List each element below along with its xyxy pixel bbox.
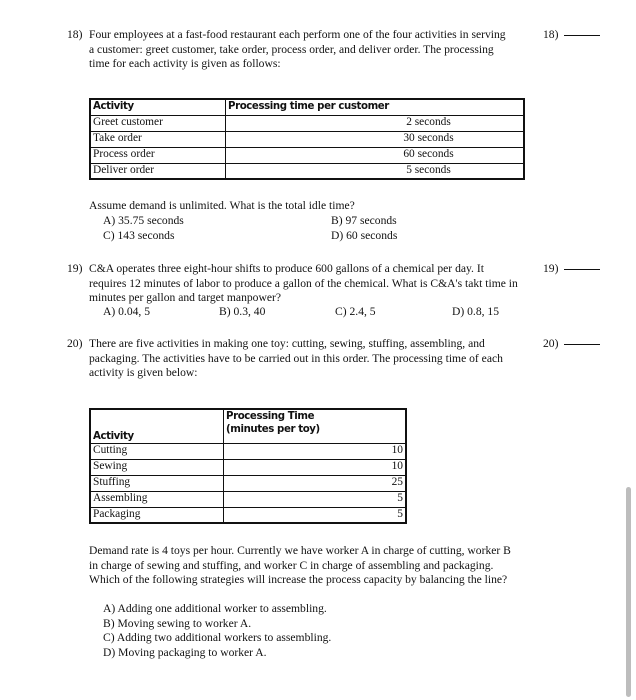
q18-option-c[interactable]: C) 143 seconds [103, 229, 175, 242]
q20-answer-label: 20) [543, 337, 559, 350]
q20-col1-header: Activity [90, 409, 224, 443]
q18-row-activity: Greet customer [90, 115, 226, 131]
q19-option-a[interactable]: A) 0.04, 5 [103, 305, 151, 318]
q18-col2-header: Processing time per customer [226, 99, 525, 115]
q20-answer-blank[interactable] [543, 337, 600, 352]
q20-row-time: 10 [224, 443, 407, 459]
q20-row-activity: Packaging [90, 507, 224, 523]
q20-row-activity: Assembling [90, 491, 224, 507]
q18-row-activity: Take order [90, 131, 226, 147]
q18-option-b[interactable]: B) 97 seconds [331, 214, 397, 227]
q20-text: There are five activities in making one toy: cutting, sewing, stuffing, assembling, and packaging. The activities have to be carried out in this order. The processing time of each activity is given below: [89, 337, 503, 379]
q18-text: Four employees at a fast-food restaurant each perform one of the four activities in serving a customer: greet customer, take order, process order, and deliver order. The processing time for each activity is given as follows: [89, 28, 506, 70]
q20-row-activity: Stuffing [90, 475, 224, 491]
q19-answer-label: 19) [543, 262, 559, 275]
q20-option-c[interactable]: C) Adding two additional workers to assembling. [103, 631, 332, 644]
q18-row-time: 60 seconds [226, 147, 525, 163]
q20-table [89, 408, 407, 524]
q18-number: 18) [67, 28, 83, 41]
q19-answer-blank[interactable] [543, 262, 600, 277]
q18-row-time: 30 seconds [226, 131, 525, 147]
q20-col2-header-line1: Processing Time [226, 411, 315, 422]
q18-table [89, 98, 525, 180]
q20-row-time: 10 [224, 459, 407, 475]
q20-row-activity: Cutting [90, 443, 224, 459]
q19-option-d[interactable]: D) 0.8, 15 [452, 305, 500, 318]
q18-row-activity: Process order [90, 147, 226, 163]
q18-answer-line [564, 35, 600, 36]
q18-option-d[interactable]: D) 60 seconds [331, 229, 398, 242]
q18-answer-label: 18) [543, 28, 559, 41]
q18-col1-header: Activity [90, 99, 226, 115]
vertical-scrollbar[interactable] [626, 487, 631, 697]
q20-answer-line [564, 344, 600, 345]
q20-row-time: 5 [224, 507, 407, 523]
q19-option-c[interactable]: C) 2.4, 5 [335, 305, 376, 318]
q20-option-b[interactable]: B) Moving sewing to worker A. [103, 617, 252, 630]
q18-option-a[interactable]: A) 35.75 seconds [103, 214, 184, 227]
q18-answer-blank[interactable] [543, 28, 600, 43]
q20-col2-header-line2: (minutes per toy) [226, 424, 320, 435]
q20-row-activity: Sewing [90, 459, 224, 475]
q20-option-a[interactable]: A) Adding one additional worker to assembling. [103, 602, 327, 615]
q19-answer-line [564, 269, 600, 270]
q20-row-time: 5 [224, 491, 407, 507]
q20-prompt: Demand rate is 4 toys per hour. Currently we have worker A in charge of cutting, worker B in charge of sewing and stuffing, and worker C in charge of assembling and packaging. Which of the following strategies will increase the process capacity by balancing the line? [89, 544, 511, 586]
q19-text: C&A operates three eight-hour shifts to produce 600 gallons of a chemical per day. It requires 12 minutes of labor to produce a gallon of the chemical. What is C&A's takt time in minutes per gallon and target manpower? [89, 262, 518, 304]
q20-row-time: 25 [224, 475, 407, 491]
q19-option-b[interactable]: B) 0.3, 40 [219, 305, 266, 318]
q18-row-activity: Deliver order [90, 163, 226, 179]
q20-option-d[interactable]: D) Moving packaging to worker A. [103, 646, 267, 659]
q20-col2-header [224, 409, 407, 443]
q18-row-time: 5 seconds [226, 163, 525, 179]
q20-number: 20) [67, 337, 83, 350]
q19-number: 19) [67, 262, 83, 275]
q18-row-time: 2 seconds [226, 115, 525, 131]
q18-prompt: Assume demand is unlimited. What is the total idle time? [89, 199, 355, 212]
